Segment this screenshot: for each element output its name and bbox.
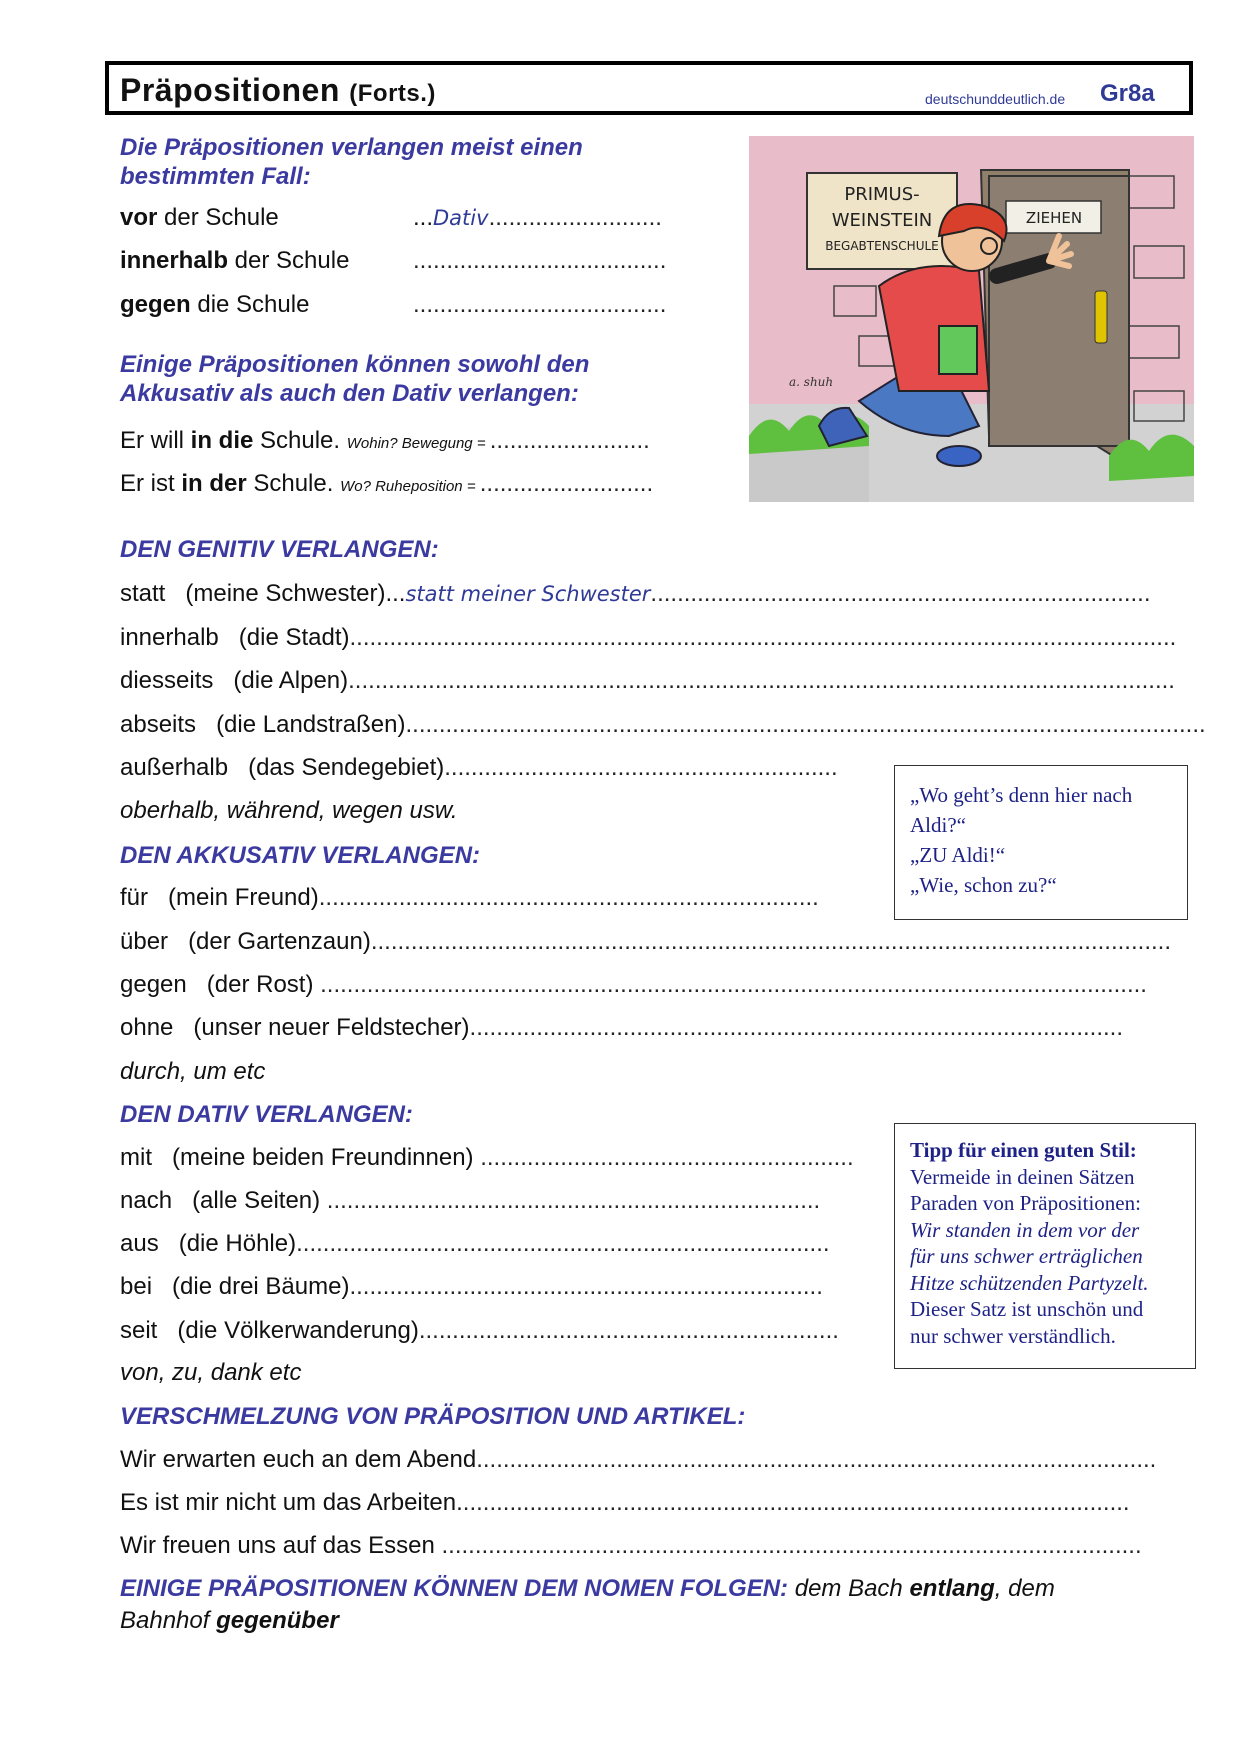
wechsel-row: Er will in die Schule. Wohin? Bewegung = ........................: [120, 427, 650, 454]
dativ-more: von, zu, dank etc: [120, 1359, 302, 1386]
exercise-row: Wir freuen uns auf das Essen .........................................................................................................: [120, 1532, 1142, 1559]
exercise-row: gegen (der Rost) ............................................................................................................................: [120, 971, 1147, 998]
case-answer: ......................................: [413, 247, 667, 274]
artist-signature: a. shuh: [789, 375, 834, 389]
section1-heading: Die Präpositionen verlangen meist einen bestimmten Fall:: [120, 134, 583, 190]
style-tip-box: Tipp für einen guten Stil: Vermeide in deinen Sätzen Paraden von Präpositionen: Wir standen in dem vor der für uns schwer erträglichen Hitze schützenden Partyzelt. Dieser Satz ist unschön und nur schwer verständlich.: [894, 1123, 1196, 1369]
page-title: Präpositionen (Forts.): [120, 72, 436, 108]
case-row: innerhalb der Schule: [120, 247, 350, 274]
exercise-row: über (der Gartenzaun)........................................................................................................................: [120, 928, 1171, 955]
exercise-row: mit (meine beiden Freundinnen) ........................................................: [120, 1144, 854, 1171]
exercise-row: statt (meine Schwester)...statt meiner Schwester...........................................................................: [120, 580, 1151, 607]
website-label: deutschunddeutlich.de: [925, 91, 1066, 107]
exercise-row: Wir erwarten euch an dem Abend......................................................................................................: [120, 1446, 1157, 1473]
genitiv-more: oberhalb, während, wegen usw.: [120, 797, 458, 824]
case-answer: ......................................: [413, 291, 667, 318]
exercise-row: abseits (die Landstraßen)........................................................................................................................: [120, 711, 1206, 738]
page-subtitle: (Forts.): [349, 80, 436, 107]
quote-box: „Wo geht’s denn hier nach Aldi?“ „ZU Aldi!“ „Wie, schon zu?“: [894, 765, 1188, 920]
dativ-heading: DEN DATIV VERLANGEN:: [120, 1101, 413, 1128]
cartoon-illustration: [749, 136, 1194, 502]
exercise-row: innerhalb (die Stadt)............................................................................................................................: [120, 624, 1177, 651]
case-row: gegen die Schule: [120, 291, 310, 318]
case-row: vor der Schule: [120, 204, 279, 231]
exercise-row: für (mein Freund)...........................................................................: [120, 884, 819, 911]
exercise-row: aus (die Höhle)................................................................................: [120, 1230, 830, 1257]
section2-heading: Einige Präpositionen können sowohl den Akkusativ als auch den Dativ verlangen:: [120, 351, 590, 407]
akkusativ-more: durch, um etc: [120, 1058, 266, 1085]
postposition-line2: Bahnhof gegenüber: [120, 1607, 339, 1634]
door-sign-text: ZIEHEN: [1025, 209, 1083, 227]
case-answer: ...Dativ..........................: [413, 204, 662, 231]
exercise-row: seit (die Völkerwanderung)...............................................................: [120, 1317, 839, 1344]
exercise-row: ohne (unser neuer Feldstecher)..................................................................................................: [120, 1014, 1124, 1041]
wechsel-row: Er ist in der Schule. Wo? Ruheposition = ..........................: [120, 470, 654, 497]
verschmelzung-heading: VERSCHMELZUNG VON PRÄPOSITION UND ARTIKEL:: [120, 1403, 746, 1430]
exercise-row: bei (die drei Bäume).......................................................................: [120, 1273, 823, 1300]
exercise-row: diesseits (die Alpen)............................................................................................................................: [120, 667, 1175, 694]
postposition-line1: EINIGE PRÄPOSITIONEN KÖNNEN DEM NOMEN FOLGEN: dem Bach entlang, dem: [120, 1575, 1055, 1602]
exercise-row: nach (alle Seiten) ..........................................................................: [120, 1187, 821, 1214]
school-sign-line3: BEGABTENSCHULE: [825, 239, 939, 253]
school-sign-line1: PRIMUS-: [844, 184, 920, 205]
akkusativ-heading: DEN AKKUSATIV VERLANGEN:: [120, 842, 481, 869]
worksheet-code: Gr8a: [1100, 80, 1155, 107]
school-sign-line2: WEINSTEIN: [831, 210, 933, 231]
exercise-row: außerhalb (das Sendegebiet)...........................................................: [120, 754, 838, 781]
exercise-row: Es ist mir nicht um das Arbeiten.....................................................................................................: [120, 1489, 1130, 1516]
genitiv-heading: DEN GENITIV VERLANGEN:: [120, 536, 439, 563]
